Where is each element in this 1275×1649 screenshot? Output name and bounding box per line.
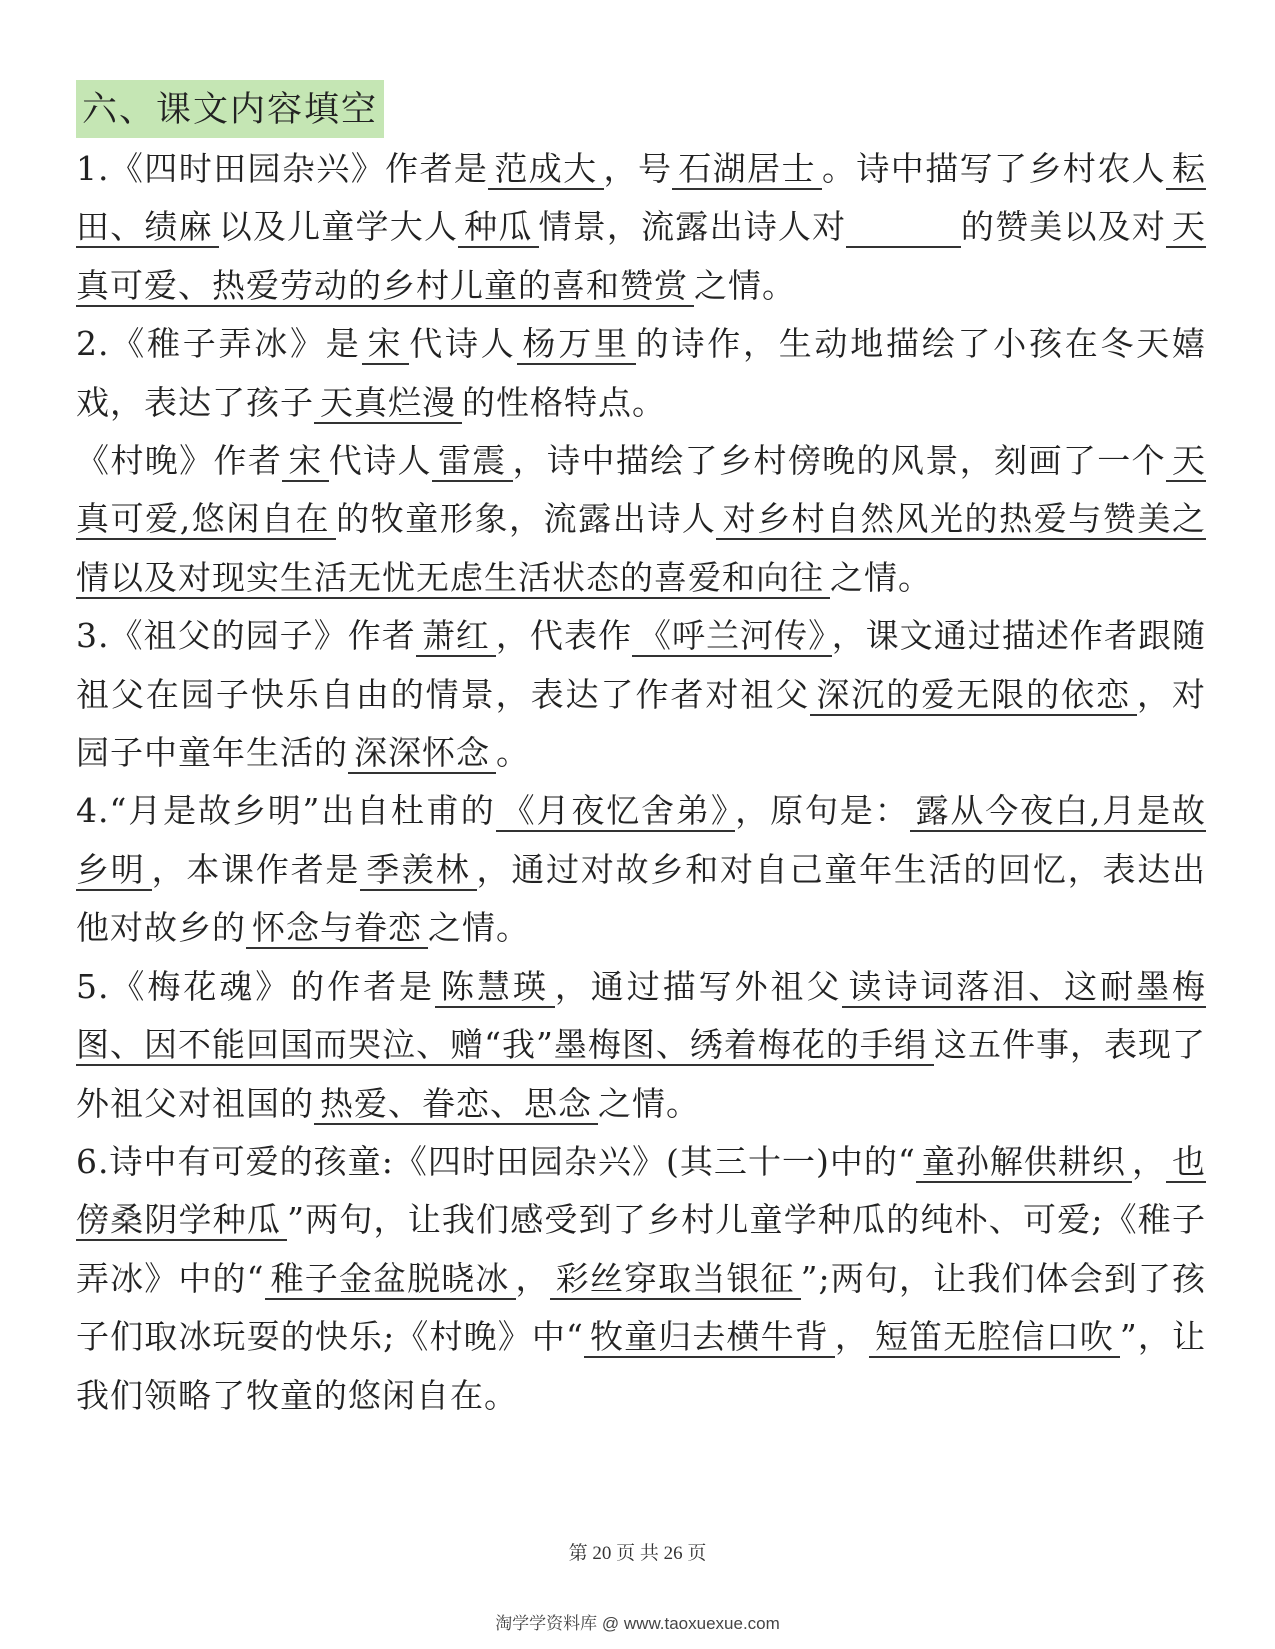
- question-text: 《村晚》作者: [76, 441, 283, 481]
- question-paragraph: [76, 782, 1206, 957]
- answer-blank: 耘田、绩麻: [76, 149, 1207, 247]
- question-text: 。诗中描写了乡村农人: [821, 149, 1167, 188]
- question-text: 之情。: [428, 908, 530, 948]
- question-text: 2.《稚子弄冰》是: [76, 324, 362, 364]
- question-text: 。: [496, 733, 530, 773]
- question-text: 的性格特点。: [462, 382, 666, 422]
- answer-blank: 雷震: [432, 441, 513, 482]
- answer-blank: 陈慧瑛: [435, 967, 555, 1008]
- question-text: 的赞美以及对: [960, 207, 1167, 247]
- question-text: 4.“月是故乡明”出自杜甫的: [76, 791, 496, 831]
- watermark-text: 淘学学资料库 @ www.taoxuexue.com: [495, 1614, 780, 1633]
- answer-blank: 天真可爱,悠闲自在: [76, 441, 1207, 539]
- page-footer: 第 20 页 共 26 页: [568, 1543, 707, 1564]
- question-text: 情景，流露出诗人对: [538, 207, 847, 247]
- question-text: 之情。: [830, 557, 932, 597]
- answer-blank: 《呼兰河传》: [632, 616, 832, 657]
- question-paragraph: [76, 1133, 1206, 1425]
- answer-blank: 怀念与眷恋: [246, 908, 428, 949]
- answer-blank: [846, 207, 961, 248]
- question-paragraph: [76, 432, 1206, 607]
- question-text: ，代表作: [495, 616, 632, 656]
- question-text: 5.《梅花魂》的作者是: [76, 966, 435, 1006]
- question-text: 代诗人: [328, 441, 432, 481]
- question-text: 的诗作，生动地描绘了小孩在冬天嬉戏，表达了孩子: [76, 324, 1206, 422]
- answer-blank: 宋: [282, 441, 328, 482]
- section-heading: 六、课文内容填空: [76, 80, 384, 138]
- answer-blank: 对乡村自然风光的热爱与赞美之情以及对现实生活无忧无虑生活状态的喜爱和向往: [76, 499, 1206, 597]
- answer-blank: 稚子金盆脱晓冰: [265, 1259, 516, 1300]
- answer-blank: 露从今夜白,月是故乡明: [76, 791, 1206, 889]
- answer-blank: 石湖居士: [672, 149, 822, 190]
- answer-blank: 深沉的爱无限的依恋: [810, 675, 1137, 716]
- question-text: ”，让我们领略了牧童的悠闲自在。: [76, 1317, 1206, 1415]
- question-text: 1.《四时田园杂兴》作者是: [76, 149, 489, 188]
- question-text: ，本课作者是: [151, 849, 361, 889]
- question-text: ，通过描写外祖父: [554, 966, 843, 1006]
- question-text: 之情。: [694, 265, 796, 305]
- question-text: ，: [515, 1258, 550, 1298]
- answer-blank: 种瓜: [458, 207, 538, 248]
- answer-blank: 读诗词落泪、这耐墨梅图、因不能回国而哭泣、赠“我”墨梅图、绣着梅花的手绢: [76, 966, 1207, 1065]
- fill-in-blank-content: [76, 140, 1206, 1425]
- question-paragraph: [76, 958, 1206, 1133]
- question-paragraph: [76, 315, 1206, 432]
- answer-blank: 范成大: [488, 149, 603, 190]
- answer-blank: 童孙解供耕织: [916, 1142, 1132, 1183]
- answer-blank: 天真可爱、热爱劳动的乡村儿童的喜和赞赏: [76, 207, 1207, 305]
- question-text: ，号: [603, 149, 673, 188]
- question-text: ，: [834, 1317, 869, 1357]
- question-paragraph: [76, 607, 1206, 782]
- answer-blank: 萧红: [416, 616, 496, 657]
- question-text: ”;两句，让我们体会到了孩子们取冰玩耍的快乐;《村晚》中“: [76, 1258, 1207, 1357]
- answer-blank: 牧童归去横牛背: [584, 1317, 835, 1358]
- question-text: ，: [1131, 1141, 1167, 1181]
- question-text: 3.《祖父的园子》作者: [76, 616, 416, 656]
- question-text: ，原句是：: [735, 791, 910, 831]
- question-text: 代诗人: [409, 324, 517, 364]
- question-text: 以及儿童学大人: [218, 207, 459, 247]
- question-text: 之情。: [598, 1083, 700, 1123]
- answer-blank: 《月夜忆舍弟》: [496, 791, 736, 832]
- question-text: ，诗中描绘了乡村傍晚的风景，刻画了一个: [512, 441, 1167, 481]
- answer-blank: 深深怀念: [348, 733, 496, 774]
- answer-blank: 季羡林: [360, 850, 476, 891]
- question-text: ”两句，让我们感受到了乡村儿童学种瓜的纯朴、可爱;《稚子弄冰》中的“: [76, 1200, 1206, 1298]
- question-text: ，课文通过描述作者跟随祖父在园子快乐自由的情景，表达了作者对祖父: [76, 616, 1206, 714]
- answer-blank: 天真烂漫: [314, 383, 462, 424]
- question-text: 6.诗中有可爱的孩童:《四时田园杂兴》(其三十一)中的“: [76, 1141, 916, 1181]
- answer-blank: 短笛无腔信口吹: [869, 1317, 1120, 1358]
- question-text: ，对园子中童年生活的: [76, 674, 1207, 773]
- question-text: 的牧童形象，流露出诗人: [336, 499, 717, 539]
- question-text: 这五件事，表现了外祖父对祖国的: [76, 1025, 1207, 1123]
- answer-blank: 热爱、眷恋、思念: [314, 1084, 598, 1125]
- question-text: ，通过对故乡和对自己童年生活的回忆，表达出他对故乡的: [76, 849, 1207, 948]
- answer-blank: 杨万里: [517, 324, 636, 365]
- question-paragraph: [76, 140, 1206, 315]
- answer-blank: 宋: [362, 324, 410, 365]
- answer-blank: 彩丝穿取当银征: [550, 1259, 801, 1300]
- answer-blank: 也傍桑阴学种瓜: [76, 1141, 1207, 1240]
